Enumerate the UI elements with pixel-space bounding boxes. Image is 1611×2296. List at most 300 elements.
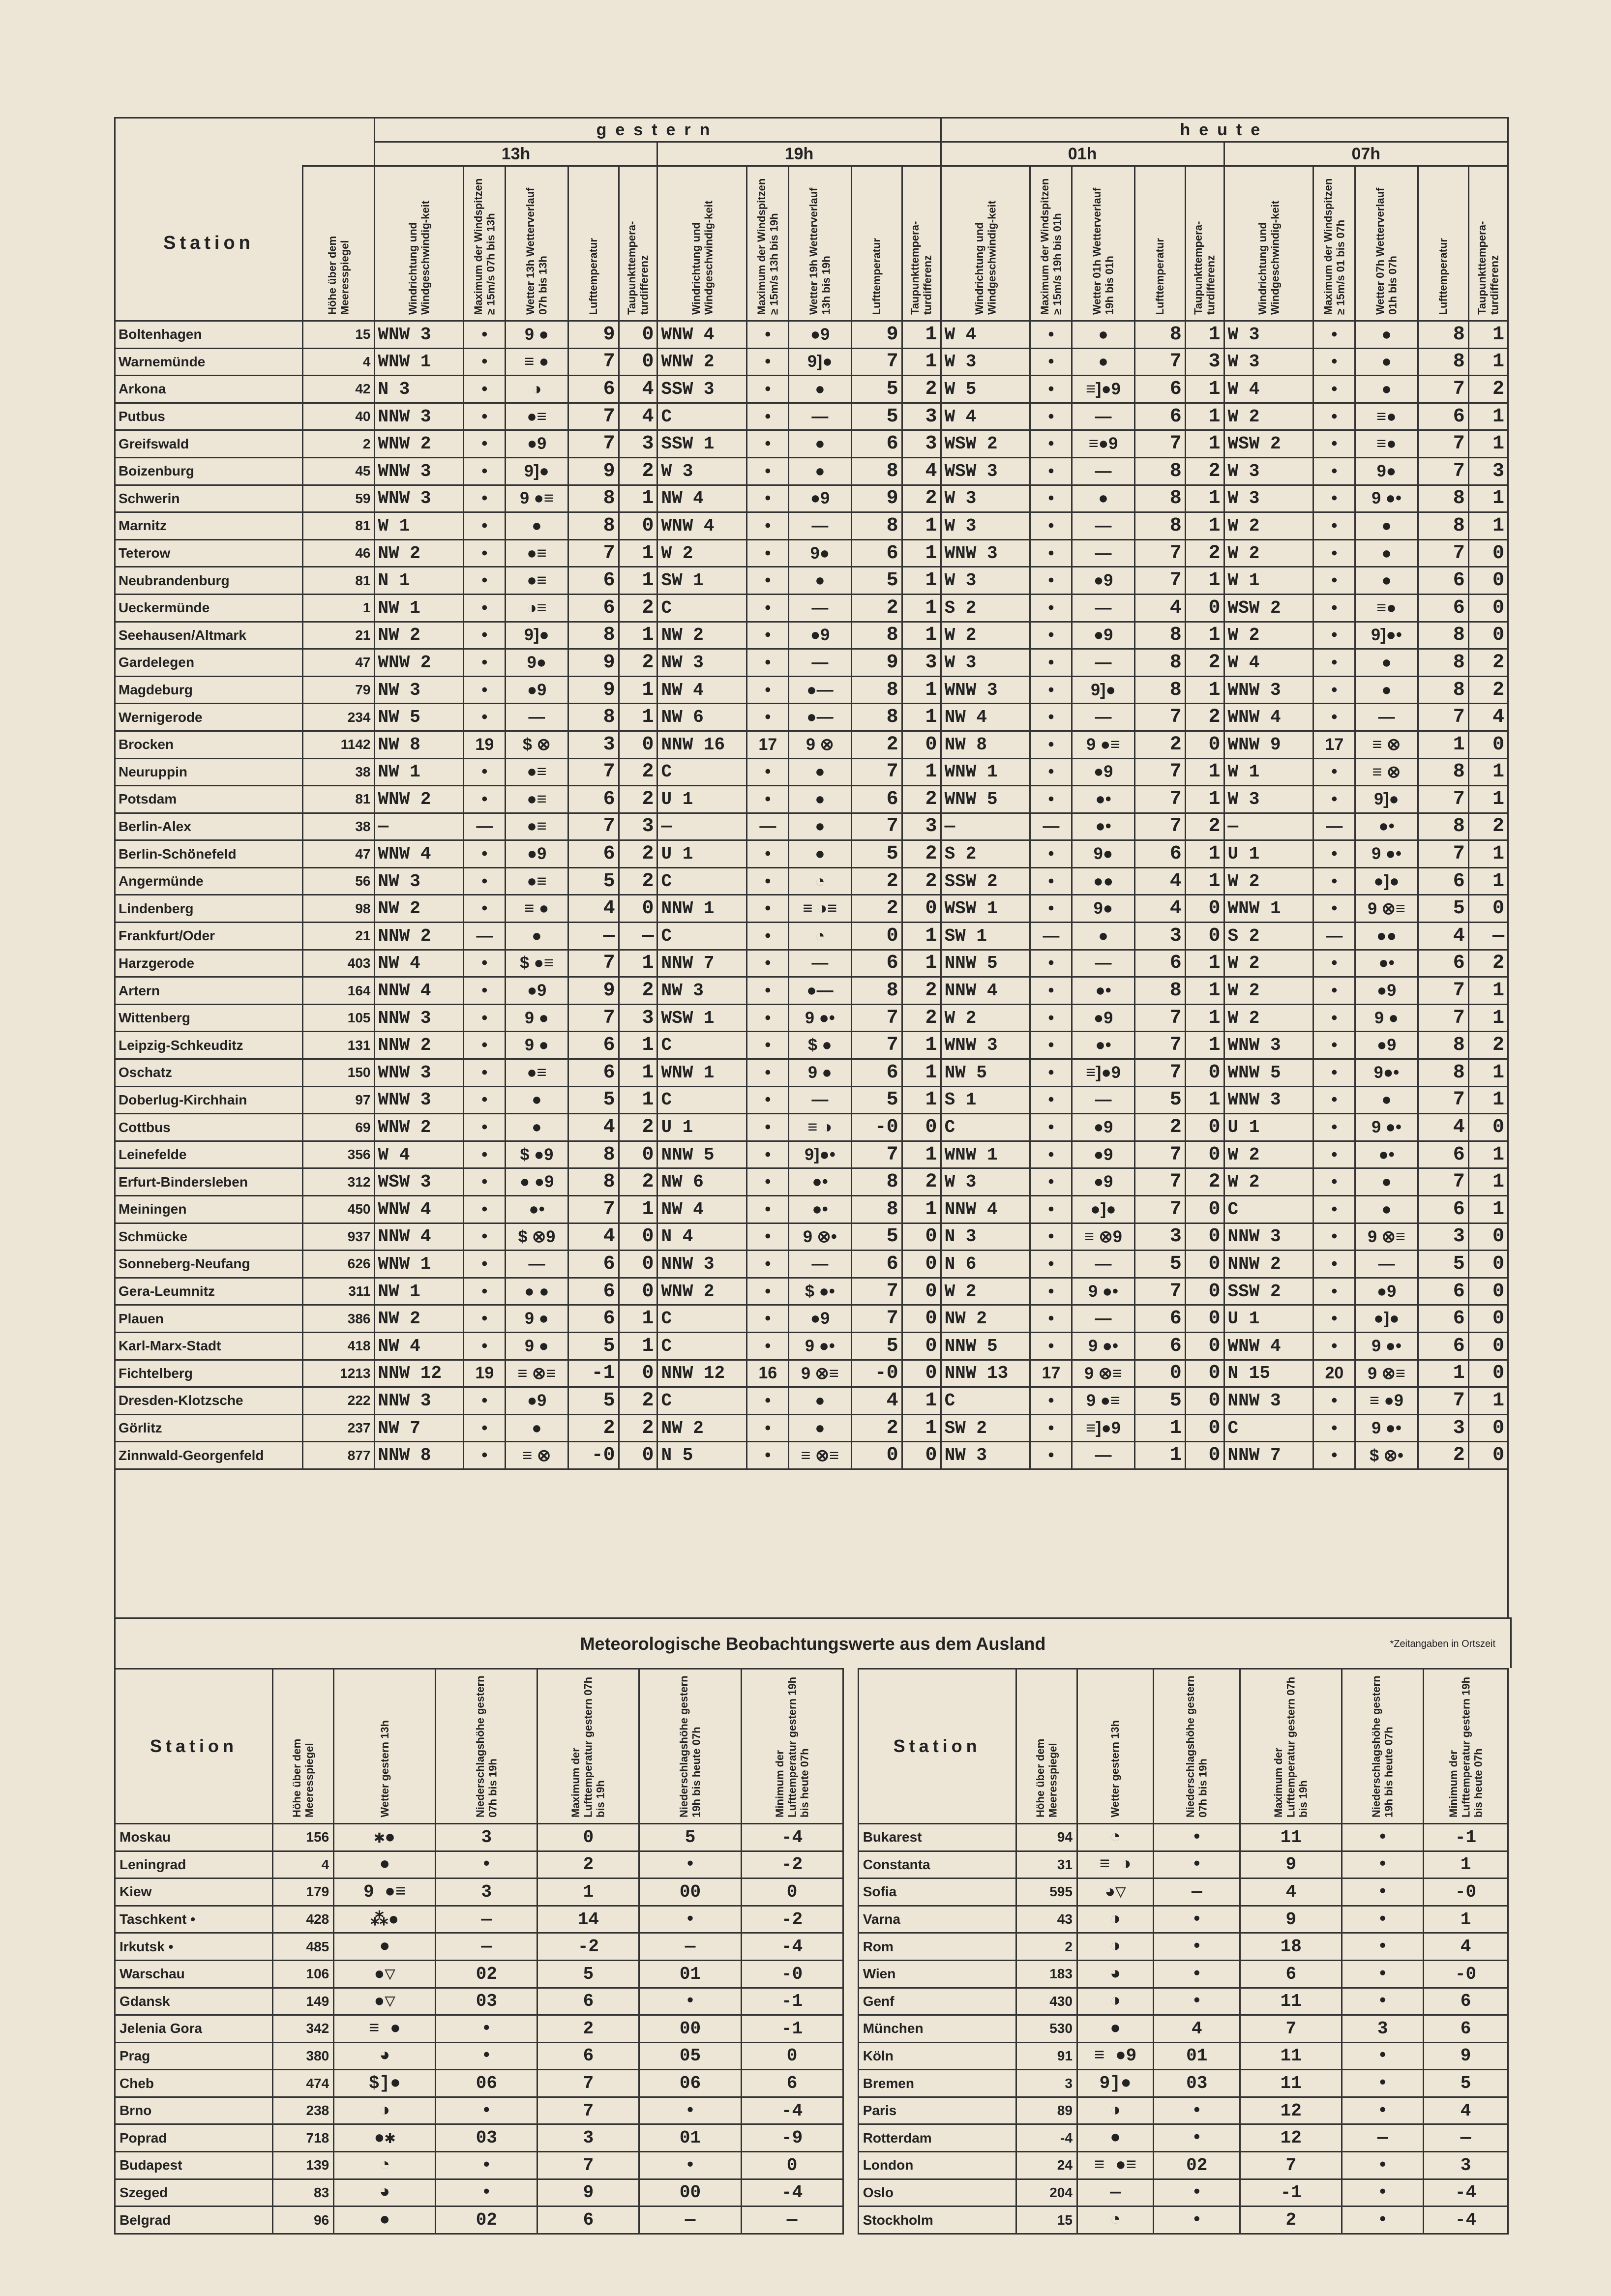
weather-cell: ●• (506, 1196, 568, 1223)
gust-cell: • (464, 649, 506, 677)
station-name: Boizenburg (115, 457, 303, 485)
foreign-max-temp-cell: 5 (537, 1960, 639, 1988)
station-height: 47 (302, 649, 374, 677)
weather-cell: ●• (789, 1168, 851, 1196)
dewpoint-diff-cell: 1 (1185, 512, 1224, 540)
header-heute: heute (941, 118, 1508, 142)
header-gestern: gestern (374, 118, 941, 142)
wind-cell: W 2 (1224, 512, 1313, 540)
foreign-station-height: 24 (1016, 2152, 1077, 2179)
foreign-precip-day-header-left: Niederschlagshöhe gestern 07h bis 19h (436, 1669, 537, 1823)
dewpoint-diff-cell: 1 (1468, 403, 1508, 430)
weather-cell: $ ●• (789, 1278, 851, 1305)
temp-13h-header: Lufttemperatur (568, 166, 619, 321)
foreign-min-temp-cell: 0 (741, 2152, 843, 2179)
foreign-precip-night-header-right: Niederschlagshöhe gestern 19h bis heute 07h (1342, 1669, 1424, 1823)
foreign-station-name: Constanta (858, 1851, 1016, 1879)
station-row (115, 1086, 1508, 1114)
wind-cell: U 1 (1224, 840, 1313, 868)
weather-cell: — (1072, 1305, 1134, 1333)
gust-cell: • (747, 676, 789, 704)
foreign-row (115, 2124, 1508, 2152)
temperature-cell: 7 (568, 1004, 619, 1032)
dewpoint-diff-cell: 2 (1185, 457, 1224, 485)
foreign-station-height: 89 (1016, 2097, 1077, 2124)
dewpoint-diff-cell: 4 (619, 376, 657, 403)
weather-cell: ● (1355, 321, 1418, 349)
temperature-cell: 2 (851, 594, 902, 622)
gust-cell: 16 (747, 1360, 789, 1387)
station-height: 59 (302, 485, 374, 512)
gust-cell: • (464, 867, 506, 895)
station-name: Leipzig-Schkeuditz (115, 1032, 303, 1059)
temperature-cell: 6 (1418, 867, 1468, 895)
gust-cell: • (1030, 731, 1072, 758)
gust-cell: • (464, 786, 506, 813)
dewpoint-diff-cell: 1 (1468, 512, 1508, 540)
gust-cell: • (747, 977, 789, 1005)
station-row (115, 840, 1508, 868)
station-height: 81 (302, 786, 374, 813)
wind-cell: NW 2 (374, 1305, 464, 1333)
gust-cell: • (464, 1059, 506, 1087)
dewpoint-diff-cell: 0 (1185, 1196, 1224, 1223)
wind-cell: W 3 (941, 1168, 1030, 1196)
weather-cell: ● (1355, 376, 1418, 403)
weather-cell: ◑≡ (506, 594, 568, 622)
weather-cell: ●9 (506, 430, 568, 458)
weather-cell: ◔ (789, 923, 851, 950)
temperature-cell: 8 (1418, 1059, 1468, 1087)
weather-cell: ≡● (1355, 403, 1418, 430)
gust-cell: • (1030, 348, 1072, 376)
station-height: 69 (302, 1114, 374, 1141)
weather-cell: ●9 (789, 485, 851, 512)
station-name: Brocken (115, 731, 303, 758)
foreign-min-temp-cell: 3 (1424, 2152, 1508, 2179)
foreign-min-temp-cell: 6 (1424, 2015, 1508, 2043)
foreign-min-temp-cell: 1 (1424, 1906, 1508, 1933)
weather-cell: ≡ ⊗≡ (789, 1442, 851, 1469)
foreign-station-height: 96 (272, 2207, 333, 2234)
temperature-cell: 6 (851, 786, 902, 813)
gust-cell: • (464, 622, 506, 649)
temperature-cell: 2 (851, 895, 902, 923)
gust-cell: — (1030, 923, 1072, 950)
temperature-cell: 5 (1418, 895, 1468, 923)
temperature-cell: 6 (851, 430, 902, 458)
foreign-station-name: Poprad (115, 2124, 273, 2152)
foreign-weather-cell: ≡ ◑ (1077, 1851, 1153, 1879)
weather-cell: $ ● (789, 1032, 851, 1059)
foreign-weather-cell: ◑ (1077, 1906, 1153, 1933)
wind-cell: WNW 4 (657, 321, 747, 349)
temperature-cell: 6 (568, 594, 619, 622)
temperature-cell: 6 (851, 950, 902, 977)
wind-cell: NW 4 (374, 1332, 464, 1360)
weather-cell: ≡● (1355, 430, 1418, 458)
foreign-max-temp-cell: 11 (1240, 1823, 1342, 1851)
wind-cell: W 2 (1224, 1141, 1313, 1168)
dewpoint-diff-cell: — (1468, 923, 1508, 950)
weather-cell: ≡ ●9 (1355, 1387, 1418, 1415)
wind-cell: NNW 1 (657, 895, 747, 923)
foreign-precip-day-cell: • (1154, 1823, 1240, 1851)
dewpoint-diff-cell: 1 (902, 758, 941, 786)
foreign-precip-day-cell: 02 (1154, 2152, 1240, 2179)
weather-cell: ●9 (1072, 1004, 1134, 1032)
dewpoint-diff-cell: 1 (1185, 758, 1224, 786)
weather-cell: 9 ● (789, 1059, 851, 1087)
dewpoint-diff-cell: 1 (902, 1387, 941, 1415)
station-row (115, 813, 1508, 840)
gust-cell: • (747, 1141, 789, 1168)
weather-cell: ●9 (1355, 977, 1418, 1005)
weather-cell: ≡ ● (506, 348, 568, 376)
wind-cell: N 3 (941, 1223, 1030, 1251)
gust-cell: • (747, 704, 789, 731)
foreign-precip-night-cell: — (639, 1933, 741, 1961)
wind-cell: C (657, 867, 747, 895)
dewpoint-diff-cell: 0 (1468, 895, 1508, 923)
temperature-cell: 5 (568, 1086, 619, 1114)
temperature-cell: 1 (1134, 1442, 1185, 1469)
gust-cell: • (747, 895, 789, 923)
weather-cell: ≡ ⊗≡ (506, 1360, 568, 1387)
foreign-station-height: 106 (272, 1960, 333, 1988)
station-height: 937 (302, 1223, 374, 1251)
dewpoint-diff-cell: 1 (1185, 840, 1224, 868)
foreign-weather-cell: ◕▽ (1077, 1879, 1153, 1906)
wind-cell: WNW 1 (374, 348, 464, 376)
foreign-station-name: Stockholm (858, 2207, 1016, 2234)
dewpoint-diff-cell: 0 (1185, 1387, 1224, 1415)
weather-cell: $ ●≡ (506, 950, 568, 977)
temperature-cell: 4 (851, 1387, 902, 1415)
wind-cell: N 6 (941, 1251, 1030, 1278)
dewpoint-diff-cell: 1 (1185, 676, 1224, 704)
station-name: Gera-Leumnitz (115, 1278, 303, 1305)
foreign-precip-day-cell: 3 (436, 1879, 537, 1906)
weather-cell: ●≡ (506, 403, 568, 430)
temperature-cell: 7 (851, 758, 902, 786)
station-row (115, 1278, 1508, 1305)
wind-cell: NW 6 (657, 1168, 747, 1196)
foreign-station-name: Köln (858, 2042, 1016, 2070)
wind-cell: WNW 2 (657, 348, 747, 376)
gust-cell: • (464, 485, 506, 512)
foreign-precip-day-cell: • (436, 2042, 537, 2070)
wind-cell: NW 2 (657, 622, 747, 649)
foreign-row (115, 2042, 1508, 2070)
dewpoint-diff-cell: 0 (619, 512, 657, 540)
wind-cell: C (657, 403, 747, 430)
gust-cell: • (1030, 1141, 1072, 1168)
temperature-cell: 8 (1134, 457, 1185, 485)
gust-cell: • (1313, 1114, 1355, 1141)
temperature-cell: 2 (1134, 731, 1185, 758)
foreign-max-temp-header-left: Maximum der Lufttemperatur gestern 07h bis 19h (537, 1669, 639, 1823)
weather-cell: ● (789, 1414, 851, 1442)
foreign-precip-night-cell: • (1342, 2042, 1424, 2070)
foreign-min-temp-cell: -4 (741, 1933, 843, 1961)
weather-cell: 9● (1072, 895, 1134, 923)
gust-cell: • (1030, 430, 1072, 458)
weather-cell: ●]● (1355, 867, 1418, 895)
foreign-separator (843, 1933, 858, 1961)
dewpoint-diff-cell: 1 (1468, 840, 1508, 868)
station-row (115, 1196, 1508, 1223)
station-name: Cottbus (115, 1114, 303, 1141)
station-row (115, 1360, 1508, 1387)
gust-cell: • (747, 1059, 789, 1087)
dewpoint-diff-cell: 2 (619, 649, 657, 677)
gust-cell: • (1030, 867, 1072, 895)
foreign-precip-day-cell: • (436, 2015, 537, 2043)
station-row (115, 457, 1508, 485)
wind-cell: WNW 2 (374, 430, 464, 458)
temperature-cell: 8 (1418, 813, 1468, 840)
foreign-precip-day-cell: 02 (436, 2207, 537, 2234)
weather-cell: ≡ ◑ (789, 1114, 851, 1141)
weather-cell: 9]● (506, 457, 568, 485)
weather-cell: ●• (1355, 813, 1418, 840)
foreign-weather-cell: ◔ (334, 2152, 436, 2179)
temperature-cell: 3 (1134, 923, 1185, 950)
wind-cell: NW 3 (941, 1442, 1030, 1469)
dewpoint-diff-cell: 0 (902, 1332, 941, 1360)
temperature-cell: 8 (568, 704, 619, 731)
temperature-cell: 9 (851, 321, 902, 349)
foreign-max-temp-cell: 4 (1240, 1879, 1342, 1906)
weather-cell: ●— (789, 704, 851, 731)
gust-cell: • (1313, 594, 1355, 622)
foreign-weather-cell: ◔ (1077, 2207, 1153, 2234)
gust-cell: • (1313, 1332, 1355, 1360)
dewpoint-diff-cell: 2 (619, 786, 657, 813)
gust-cell: • (747, 1414, 789, 1442)
foreign-min-temp-cell: 0 (741, 1879, 843, 1906)
weather-cell: — (1072, 1442, 1134, 1469)
foreign-separator (843, 1960, 858, 1988)
gust-cell: • (464, 539, 506, 567)
weather-cell: 9 ●• (1355, 1332, 1418, 1360)
weather-07h-header: Wetter 07h Wetterverlauf 01h bis 07h (1355, 166, 1418, 321)
foreign-separator (843, 2042, 858, 2070)
gust-cell: • (464, 758, 506, 786)
gust-cell: • (464, 1387, 506, 1415)
station-name: Magdeburg (115, 676, 303, 704)
dewpoint-diff-cell: 2 (902, 840, 941, 868)
temperature-cell: 6 (568, 1278, 619, 1305)
weather-cell: ≡● (1355, 594, 1418, 622)
wind-cell: NW 2 (374, 539, 464, 567)
foreign-weather-cell: ●▽ (334, 1960, 436, 1988)
weather-cell: ● (789, 457, 851, 485)
wind-cell: SW 2 (941, 1414, 1030, 1442)
station-row (115, 786, 1508, 813)
dewpoint-diff-cell: 1 (1468, 1196, 1508, 1223)
temperature-cell: 3 (568, 731, 619, 758)
gust-cell: • (464, 1332, 506, 1360)
weather-cell: ≡ ⊗ (506, 1442, 568, 1469)
foreign-precip-night-cell: — (639, 2207, 741, 2234)
foreign-station-name: Irkutsk • (115, 1933, 273, 1961)
station-name: Neubrandenburg (115, 567, 303, 595)
station-name: Gardelegen (115, 649, 303, 677)
station-height: 79 (302, 676, 374, 704)
station-row (115, 950, 1508, 977)
foreign-weather-cell: ◑ (1077, 1933, 1153, 1961)
dewpoint-diff-cell: 0 (619, 1442, 657, 1469)
weather-cell: ●]● (1355, 1305, 1418, 1333)
weather-cell: ●• (1072, 1032, 1134, 1059)
wind-cell: W 4 (941, 321, 1030, 349)
gust-cell: — (747, 813, 789, 840)
weather-cell: ≡ ◑≡ (789, 895, 851, 923)
gust-cell: • (1313, 567, 1355, 595)
wind-cell: W 3 (941, 348, 1030, 376)
weather-cell: — (789, 594, 851, 622)
weather-cell: ●9 (506, 676, 568, 704)
foreign-weather-cell: ◑ (334, 2097, 436, 2124)
wind-cell: W 4 (374, 1141, 464, 1168)
temperature-cell: 6 (568, 840, 619, 868)
foreign-station-name: Paris (858, 2097, 1016, 2124)
gust-cell: • (1030, 1387, 1072, 1415)
weather-cell: 9● (506, 649, 568, 677)
gust-cell: • (464, 594, 506, 622)
weather-cell: — (506, 704, 568, 731)
wind-cell: WNW 1 (1224, 895, 1313, 923)
temperature-cell: 7 (1134, 567, 1185, 595)
station-row (115, 1114, 1508, 1141)
dewpoint-diff-cell: 2 (902, 376, 941, 403)
foreign-min-temp-cell: 4 (1424, 1933, 1508, 1961)
gust-cell: • (1313, 977, 1355, 1005)
dewpoint-diff-cell: 2 (619, 840, 657, 868)
dewpoint-diff-cell: 1 (902, 1414, 941, 1442)
dewpoint-diff-cell: 0 (902, 1442, 941, 1469)
dewpoint-diff-cell: 1 (619, 622, 657, 649)
temperature-cell: 7 (568, 539, 619, 567)
dewpoint-diff-cell: 1 (902, 704, 941, 731)
foreign-station-height: 94 (1016, 1823, 1077, 1851)
foreign-precip-day-cell: • (1154, 2207, 1240, 2234)
temperature-cell: 8 (1418, 485, 1468, 512)
temperature-cell: 6 (568, 376, 619, 403)
gust-cell: • (747, 1223, 789, 1251)
temperature-cell: 6 (568, 567, 619, 595)
foreign-precip-night-cell: 00 (639, 2179, 741, 2207)
temperature-cell: — (568, 923, 619, 950)
temperature-cell: 7 (1418, 840, 1468, 868)
wind-cell: W 2 (1224, 950, 1313, 977)
dewpoint-diff-cell: 1 (1468, 1141, 1508, 1168)
gust-cell: • (464, 977, 506, 1005)
dewpoint-diff-cell: 0 (1468, 1305, 1508, 1333)
weather-cell: ● (1072, 348, 1134, 376)
station-row (115, 1414, 1508, 1442)
weather-cell: — (1072, 1251, 1134, 1278)
foreign-precip-night-cell: 06 (639, 2070, 741, 2097)
weather-cell: 9 ⊗≡ (1072, 1360, 1134, 1387)
station-row (115, 348, 1508, 376)
wind-cell: W 3 (941, 512, 1030, 540)
foreign-station-height: 474 (272, 2070, 333, 2097)
foreign-max-temp-cell: 7 (537, 2097, 639, 2124)
weather-cell: 9● (1355, 457, 1418, 485)
foreign-station-name: Budapest (115, 2152, 273, 2179)
temperature-cell: 8 (1134, 321, 1185, 349)
temperature-cell: 8 (1418, 348, 1468, 376)
gust-cell: • (1030, 1168, 1072, 1196)
foreign-station-height: 380 (272, 2042, 333, 2070)
dewpoint-diff-cell: 3 (1468, 457, 1508, 485)
weather-cell: ●9 (1072, 1141, 1134, 1168)
gust-cell: • (1030, 704, 1072, 731)
wind-cell: NW 1 (374, 594, 464, 622)
weather-cell: ● ●9 (506, 1168, 568, 1196)
wind-cell: WNW 1 (657, 1059, 747, 1087)
gust-cell: • (1030, 567, 1072, 595)
temperature-cell: 8 (1134, 977, 1185, 1005)
wind-cell: U 1 (657, 786, 747, 813)
station-row (115, 1251, 1508, 1278)
weather-cell: ● ● (506, 1278, 568, 1305)
temperature-cell: 2 (851, 867, 902, 895)
foreign-station-name: London (858, 2152, 1016, 2179)
foreign-separator (843, 2124, 858, 2152)
temperature-cell: 8 (568, 1168, 619, 1196)
weather-cell: ●9 (789, 1305, 851, 1333)
wind-cell: NW 1 (374, 1278, 464, 1305)
dewpoint-diff-cell: 0 (1185, 1332, 1224, 1360)
foreign-separator (843, 2207, 858, 2234)
weather-cell: ● (789, 758, 851, 786)
wind-cell: W 2 (941, 622, 1030, 649)
foreign-station-height: 15 (1016, 2207, 1077, 2234)
wind-cell: NNW 12 (374, 1360, 464, 1387)
station-row (115, 1059, 1508, 1087)
weather-cell: ● (506, 923, 568, 950)
gust-cell: • (1313, 403, 1355, 430)
foreign-precip-day-cell: • (436, 2097, 537, 2124)
weather-cell: 9 ● (506, 1004, 568, 1032)
station-name: Görlitz (115, 1414, 303, 1442)
gust-cell: — (1313, 923, 1355, 950)
foreign-min-temp-cell: — (741, 2207, 843, 2234)
station-height: 356 (302, 1141, 374, 1168)
wind-cell: C (657, 1332, 747, 1360)
dewpoint-diff-cell: 1 (1185, 321, 1224, 349)
temperature-cell: 5 (568, 1387, 619, 1415)
foreign-station-name: Gdansk (115, 1988, 273, 2015)
foreign-max-temp-cell: 11 (1240, 1988, 1342, 2015)
wind-cell: NNW 2 (1224, 1251, 1313, 1278)
wind-cell: WNW 1 (941, 1141, 1030, 1168)
gust-cell: • (747, 867, 789, 895)
gust-13h-header: Maximum der Windspitzen ≥ 15m/s 07h bis 13h (464, 166, 506, 321)
foreign-min-temp-cell: -9 (741, 2124, 843, 2152)
temperature-cell: 9 (568, 676, 619, 704)
gust-cell: • (464, 1114, 506, 1141)
dewpoint-diff-cell: 0 (1185, 1141, 1224, 1168)
foreign-precip-day-cell: — (1154, 1879, 1240, 1906)
temperature-cell: 7 (1418, 1086, 1468, 1114)
station-height: 418 (302, 1332, 374, 1360)
foreign-max-temp-cell: 12 (1240, 2097, 1342, 2124)
